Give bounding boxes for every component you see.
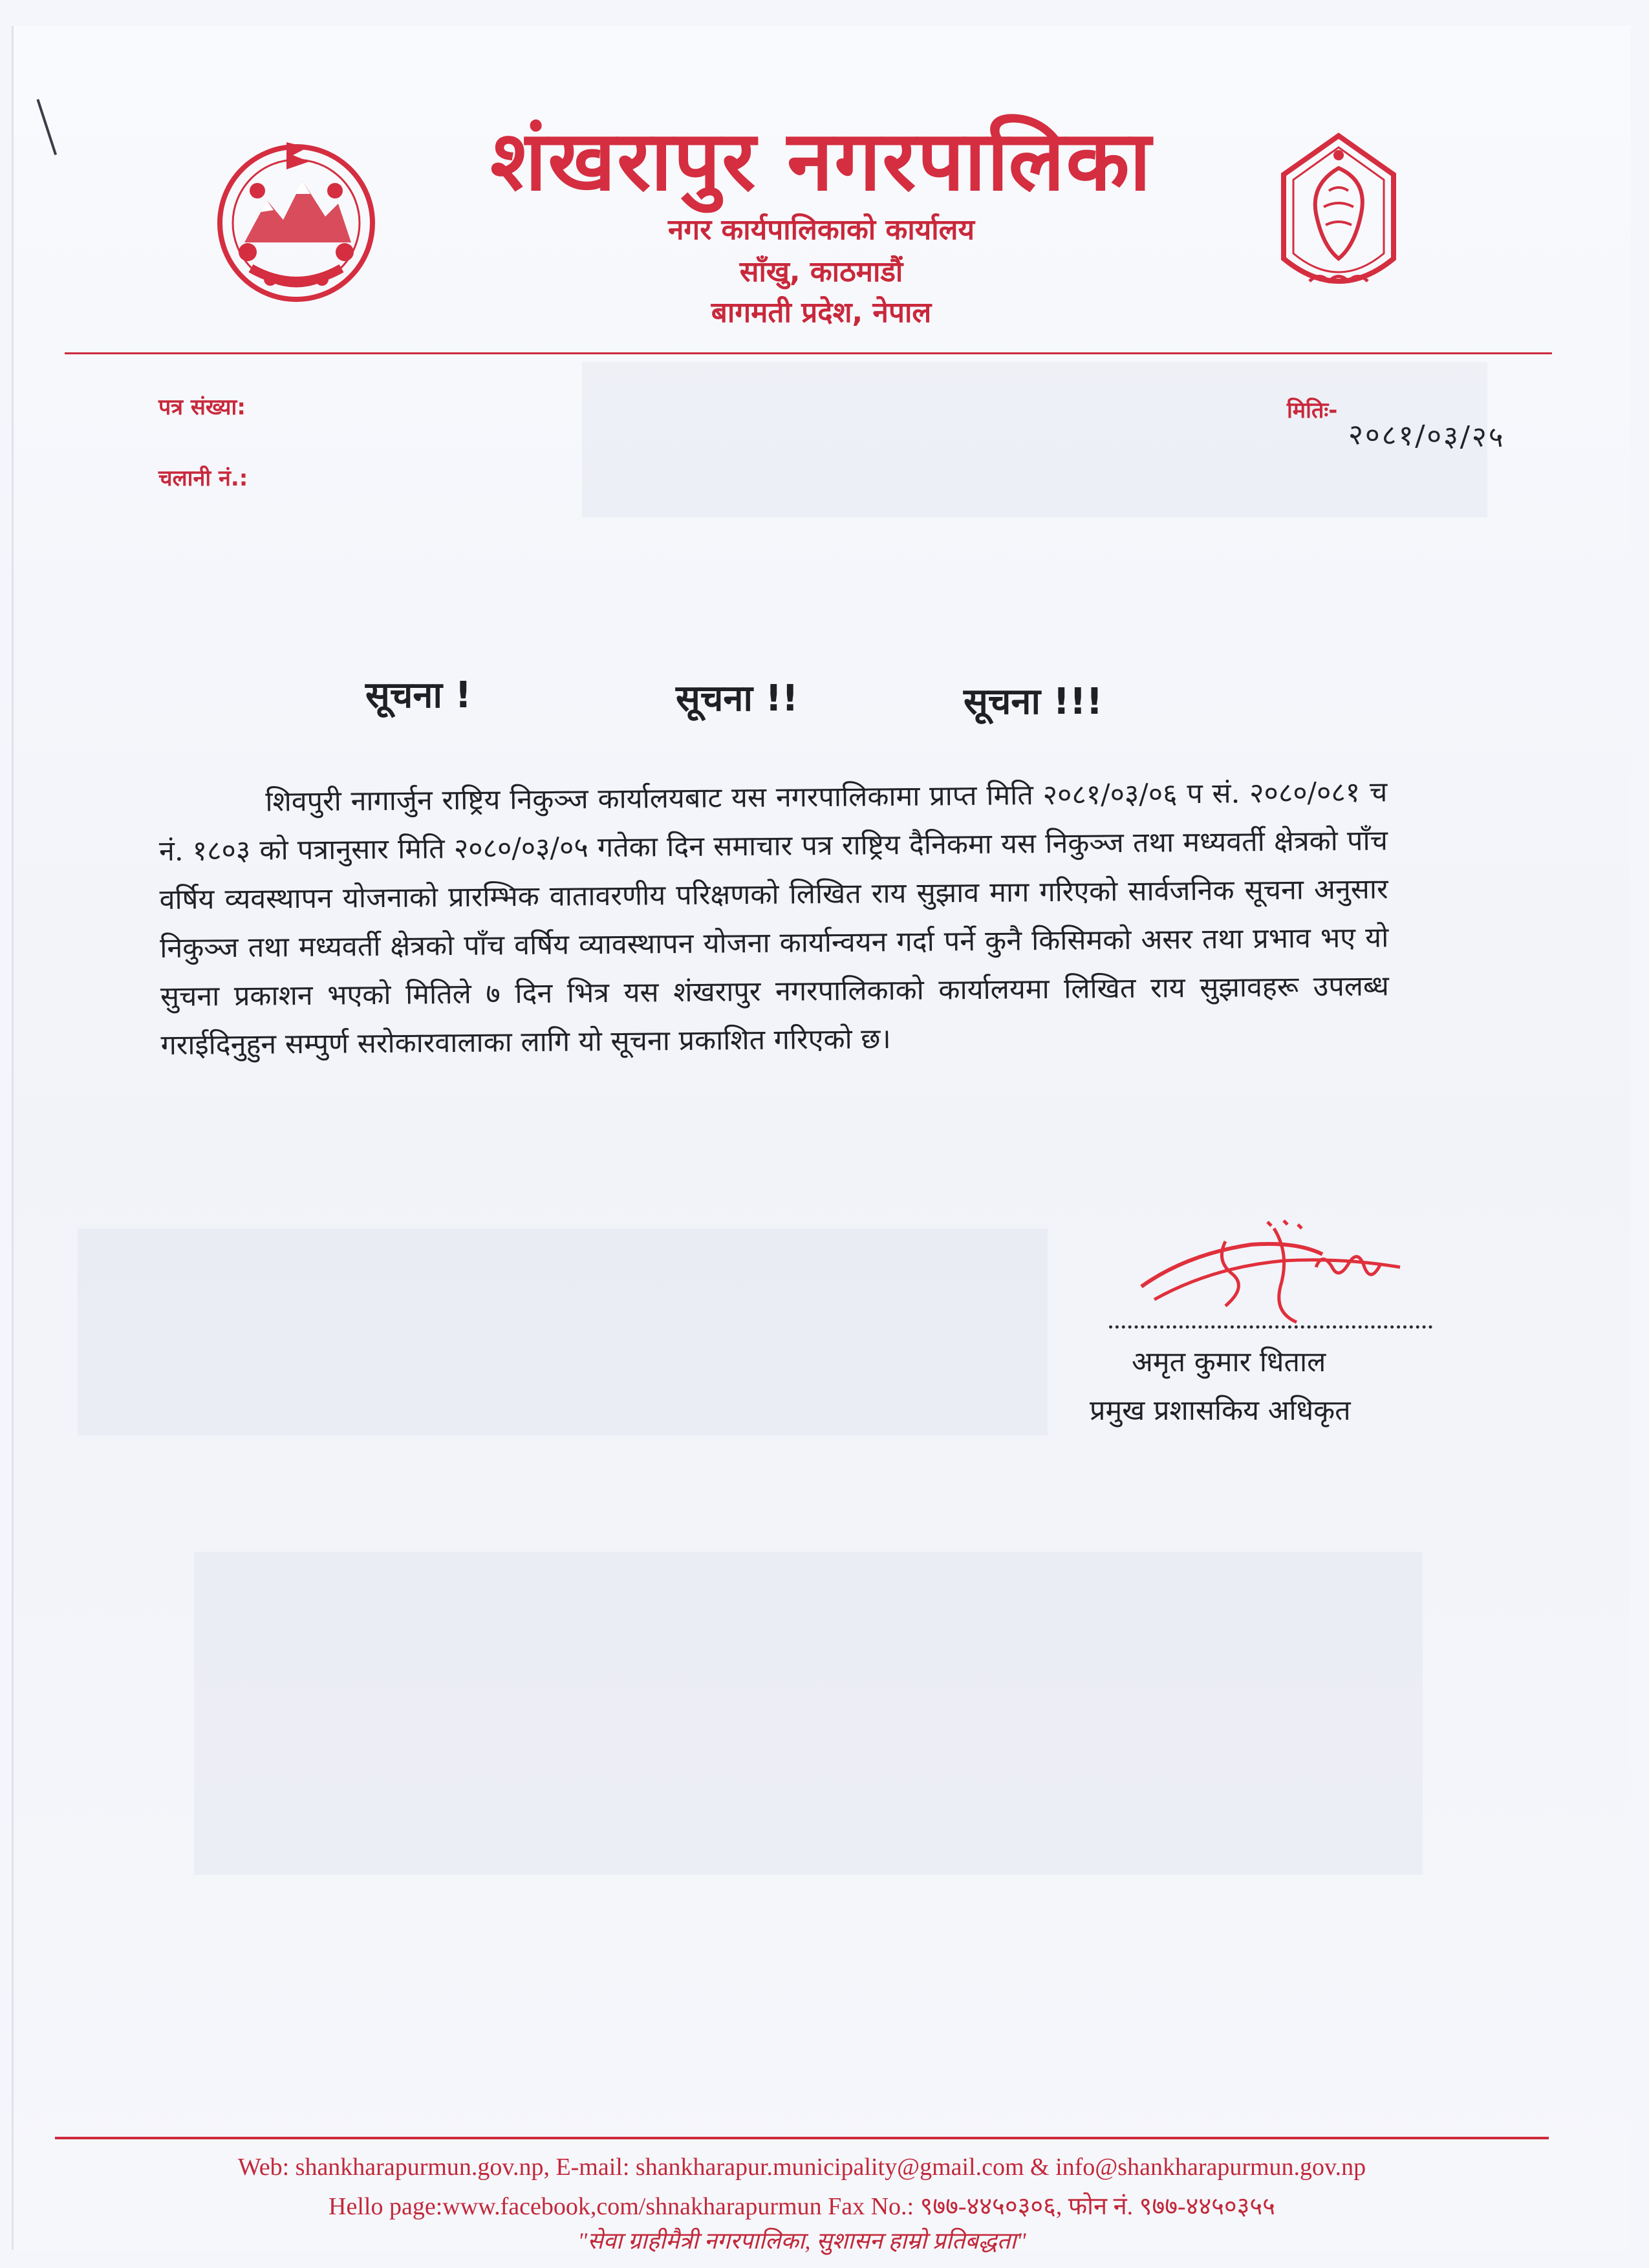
handwritten-signature — [1128, 1215, 1413, 1325]
footer-divider — [55, 2137, 1549, 2139]
header-divider — [65, 352, 1552, 354]
show-through-smudge — [194, 1552, 1423, 1875]
date-label: मितिः- — [1287, 398, 1338, 423]
signatory-name: अमृत कुमार धिताल — [1132, 1346, 1326, 1378]
conch-shell-logo — [1264, 129, 1413, 310]
office-name: नगर कार्यपालिकाको कार्यालय — [668, 213, 975, 246]
notice-heading-3: सूचना !!! — [964, 681, 1103, 723]
dispatch-number-label: चलानी नं.: — [158, 465, 248, 491]
office-province: बागमती प्रदेश, नेपाल — [711, 296, 932, 329]
signatory-title: प्रमुख प्रशासकिय अधिकृत — [1090, 1395, 1351, 1427]
notice-body: शिवपुरी नागार्जुन राष्ट्रिय निकुञ्ज कार्यालयबाट यस नगरपालिकामा प्राप्त मिति २०८१/०३/०६ प सं. २०८०/०८१ च नं. १८०३ को पत्रानुसार मिति २०८०/०३/०५ गतेका दिन समाचार पत्र राष्ट्रिय दैनिकमा यस निकुञ्ज तथा मध्यवर्ती क्षेत्रको पाँच वर्षिय व्यवस्थापन योजनाको प्रारम्भिक वातावरणीय परिक्षणको लिखित राय सुझाव माग गरिएको सार्वजनिक सूचना अनुसार निकुञ्ज तथा मध्यवर्ती क्षेत्रको पाँच वर्षिय व्यावस्थापन योजना कार्यान्वयन गर्दा पर्ने कुनै किसिमको असर तथा प्रभाव भए यो सुचना प्रकाशन भएको मितिले ७ दिन भित्र यस शंखरापुर नगरपालिकाको कार्यालयमा लिखित राय सुझावहरू उपलब्ध गराईदिनुहुन सम्पुर्ण सरोकारवालाका लागि यो सूचना प्रकाशित गरिएको छ। — [158, 776, 1390, 1062]
office-location: साँखु, काठमाडौं — [739, 255, 903, 288]
municipality-title: शंखरापुर नगरपालिका — [490, 113, 1152, 209]
notice-heading-2: सूचना !! — [676, 678, 799, 720]
date-value: २०८१/०३/२५ — [1348, 418, 1506, 455]
paper-sheet — [12, 26, 1630, 2250]
nepal-emblem-logo — [206, 129, 387, 310]
footer-slogan: "सेवा ग्राहीमैत्री नगरपालिका, सुशासन हाम्रो प्रतिबद्धता" — [577, 2228, 1026, 2254]
show-through-smudge — [78, 1228, 1048, 1435]
notice-heading-1: सूचना ! — [365, 674, 472, 716]
letter-number-label: पत्र संख्या: — [158, 394, 246, 420]
signature-dotted-line — [1109, 1325, 1432, 1329]
footer-contact: Web: shankharapurmun.gov.np, E-mail: shankharapur.municipality@gmail.com & info@shankharapurmun.gov.np — [237, 2154, 1366, 2181]
footer-social-fax: Hello page:www.facebook,com/shnakharapurmun Fax No.: ९७७-४४५०३०६, फोन नं. ९७७-४४५०३५५ — [329, 2193, 1275, 2220]
